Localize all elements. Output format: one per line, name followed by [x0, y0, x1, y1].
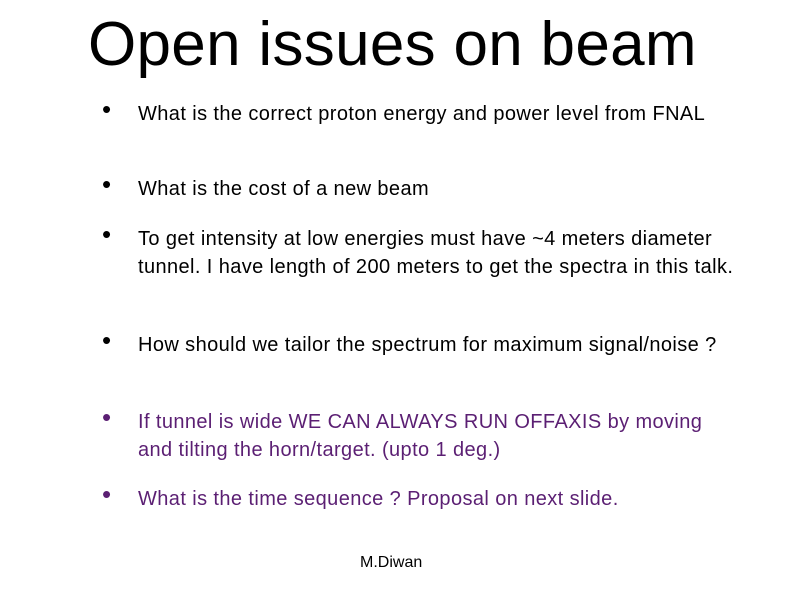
bullet-text: If tunnel is wide WE CAN ALWAYS RUN OFFAXIS by moving and tilting the horn/target. (upto 1 deg.): [138, 411, 703, 461]
bullet-item: [102, 325, 742, 359]
bullet-marker: •: [102, 402, 112, 432]
bullet-marker: •: [102, 325, 112, 355]
slide-title: Open issues on beam: [88, 10, 697, 79]
bullet-text: What is the correct proton energy and power level from FNAL: [138, 103, 706, 125]
bullet-item: [102, 219, 742, 281]
footer-author: M.Diwan: [360, 554, 423, 571]
bullet-item: [102, 94, 742, 128]
bullet-text: What is the time sequence ? Proposal on next slide.: [138, 488, 619, 510]
bullet-item-highlight: [102, 402, 742, 464]
bullet-item: [102, 169, 742, 203]
bullet-marker: •: [102, 169, 112, 199]
bullet-text: How should we tailor the spectrum for maximum signal/noise ?: [138, 334, 717, 356]
bullet-marker: •: [102, 94, 112, 124]
bullet-text: What is the cost of a new beam: [138, 178, 430, 200]
bullet-marker: •: [102, 479, 112, 509]
bullet-marker: •: [102, 219, 112, 249]
bullet-text: To get intensity at low energies must have ~4 meters diameter tunnel. I have length of 200 meters to get the spectra in this talk.: [138, 228, 734, 278]
bullet-item-highlight: [102, 479, 742, 513]
